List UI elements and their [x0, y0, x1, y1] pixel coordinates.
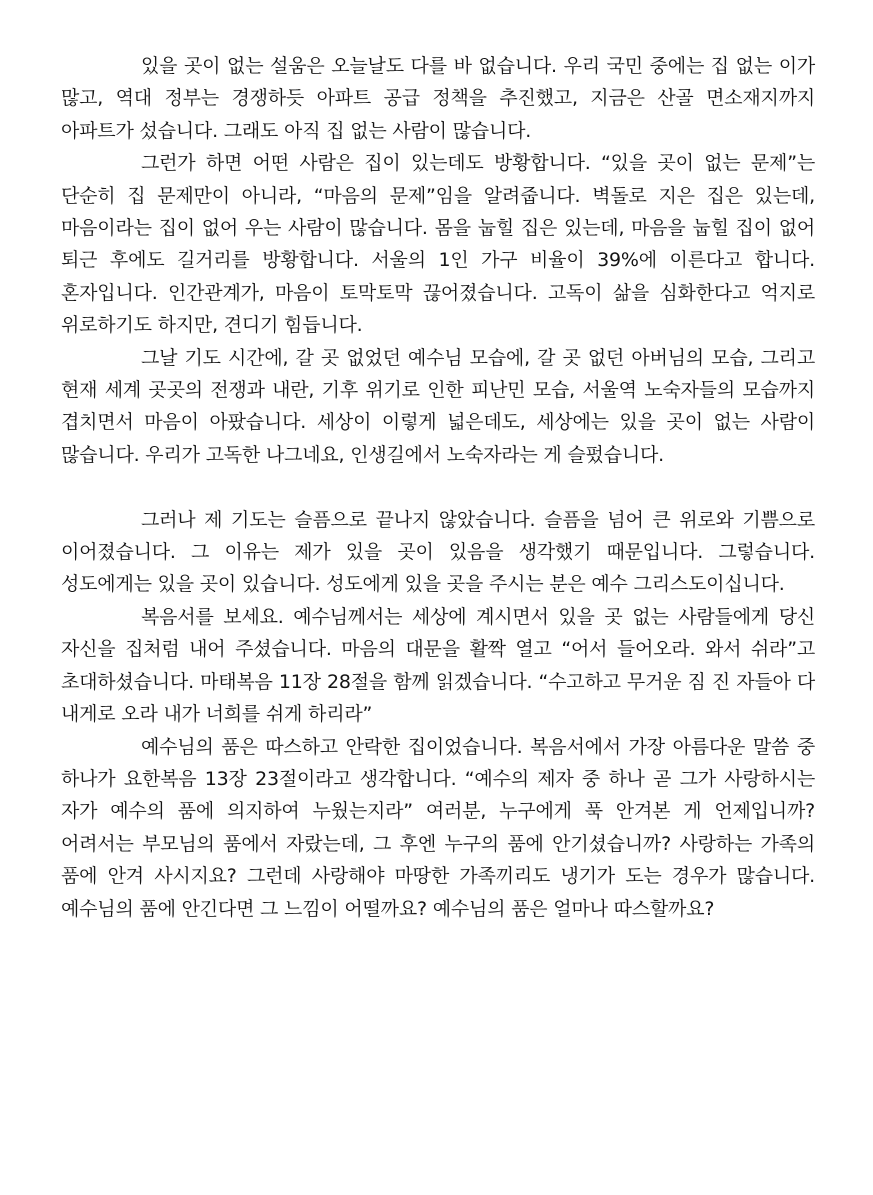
- paragraph-6: 예수님의 품은 따스하고 안락한 집이었습니다. 복음서에서 가장 아름다운 말씀 중 하나가 요한복음 13장 23절이라고 생각합니다. “예수의 제자 중 하나 곧 그가 사랑하시는 자가 예수의 품에 의지하여 누웠는지라” 여러분, 누구에게 푹 안겨본 게 언제입니까? 어려서는 부모님의 품에서 자랐는데, 그 후엔 누구의 품에 안기셨습니까? 사랑하는 가족의 품에 안겨 사시지요? 그런데 사랑해야 마땅한 가족끼리도 냉기가 도는 경우가 많습니다. 예수님의 품에 안긴다면 그 느낌이 어떨까요? 예수님의 품은 얼마나 따스할까요?: [61, 735, 815, 920]
- paragraph-2: 그런가 하면 어떤 사람은 집이 있는데도 방황합니다. “있을 곳이 없는 문제”는 단순히 집 문제만이 아니라, “마음의 문제”임을 알려줍니다. 벽돌로 지은 집은 있는데, 마음이라는 집이 없어 우는 사람이 많습니다. 몸을 눕힐 집은 있는데, 마음을 눕힐 집이 없어 퇴근 후에도 길거리를 방황합니다. 서울의 1인 가구 비율이 39%에 이른다고 합니다. 혼자입니다. 인간관계가, 마음이 토막토막 끊어졌습니다. 고독이 삶을 심화한다고 억지로 위로하기도 하지만, 견디기 힘듭니다.: [61, 152, 815, 337]
- paragraph-3: 그날 기도 시간에, 갈 곳 없었던 예수님 모습에, 갈 곳 없던 아버님의 모습, 그리고 현재 세계 곳곳의 전쟁과 내란, 기후 위기로 인한 피난민 모습, 서울역 노숙자들의 모습까지 겹치면서 마음이 아팠습니다. 세상이 이렇게 넓은데도, 세상에는 있을 곳이 없는 사람이 많습니다. 우리가 고독한 나그네요, 인생길에서 노숙자라는 게 슬펐습니다.: [61, 346, 815, 466]
- paragraph-5: 복음서를 보세요. 예수님께서는 세상에 계시면서 있을 곳 없는 사람들에게 당신 자신을 집처럼 내어 주셨습니다. 마음의 대문을 활짝 열고 “어서 들어오라. 와서 쉬라”고 초대하셨습니다. 마태복음 11장 28절을 함께 읽겠습니다. “수고하고 무거운 짐 진 자들아 다 내게로 오라 내가 너희를 쉬게 하리라”: [61, 605, 815, 726]
- paragraph-gap: [61, 471, 815, 503]
- paragraph-1: 있을 곳이 없는 설움은 오늘날도 다를 바 없습니다. 우리 국민 중에는 집 없는 이가 많고, 역대 정부는 경쟁하듯 아파트 공급 정책을 추진했고, 지금은 산골 면소재지까지 아파트가 섰습니다. 그래도 아직 집 없는 사람이 많습니다.: [61, 55, 815, 142]
- paragraph-4: 그러나 제 기도는 슬픔으로 끝나지 않았습니다. 슬픔을 넘어 큰 위로와 기쁨으로 이어졌습니다. 그 이유는 제가 있을 곳이 있음을 생각했기 때문입니다. 그렇습니다. 성도에게는 있을 곳이 있습니다. 성도에게 있을 곳을 주시는 분은 예수 그리스도이십니다.: [61, 508, 815, 596]
